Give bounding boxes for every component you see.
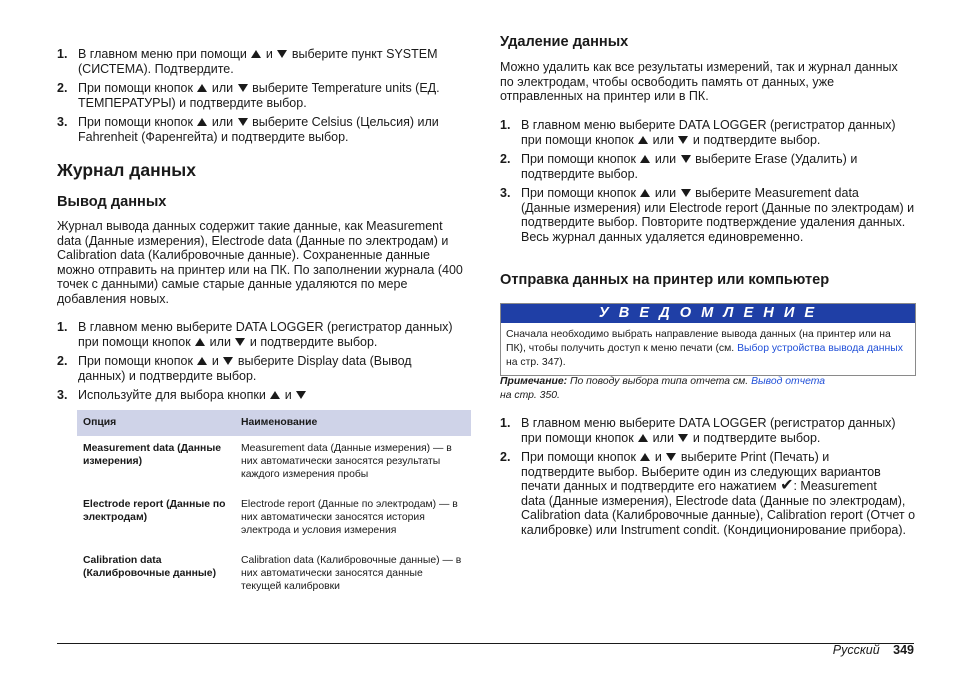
page-number: 349 (893, 643, 914, 657)
up-arrow-icon (197, 357, 207, 365)
list-item: 3. Используйте для выбора кнопки и (57, 388, 471, 403)
list-item: 3. При помощи кнопок или выберите Celsius (Цельсия) или Fahrenheit (Фаренгейта) и подтвердите выбор. (57, 114, 439, 144)
down-arrow-icon (235, 338, 245, 346)
table-row (77, 436, 471, 492)
list-item: 1. В главном меню выберите DATA LOGGER (регистратор данных) при помощи кнопок или и подтвердите выбор. (57, 320, 453, 349)
list-item: 1. В главном меню выберите DATA LOGGER (регистратор данных) при помощи кнопок или и подтвердите выбор. (500, 118, 896, 147)
output-steps (57, 320, 471, 407)
option-cell: Electrode report (Данные по электродам) (83, 499, 226, 523)
check-icon: ✔ (780, 477, 794, 495)
list-item: 1. В главном меню при помощи и выберите пункт SYSTEM (СИСТЕМА). Подтвердите. (57, 47, 438, 76)
column-header: Наименование (235, 410, 471, 436)
list-item: 2. При помощи кнопок и выберите Print (Печать) и подтвердите выбор. Выберите один из следующих вариантов печати данных и подтвердите его нажатием ✔: Measurement data (Данные измерения), Electrode data (Данные по электродам), Calibration data (Калибровочные данные), Calibration report (Отчет о калибровке) или Instrument condit. (Кондиционирование прибора). (500, 449, 916, 537)
footer-divider (57, 643, 914, 644)
description-cell: Calibration data (Калибровочные данные) — в них автоматически заносятся данные текущей калибровки (241, 555, 462, 592)
list-item: 2. При помощи кнопок или выберите Erase (Удалить) и подтвердите выбор. (500, 151, 858, 181)
up-arrow-icon (195, 338, 205, 346)
notice-box (500, 303, 916, 376)
up-arrow-icon (270, 391, 280, 399)
intro-paragraph: Журнал вывода данных содержит такие данные, как Measurement data (Данные измерения), Electrode data (Данные по электродам) и Calibration data (Калибровочные данные). Сохраненные данные можно отправить на принтер или на ПК. По заполнении журнала (400 точек с данными) самые старые данные удаляются по мере добавления новых. (57, 219, 463, 306)
page-footer (833, 643, 914, 657)
options-table (77, 410, 471, 604)
up-arrow-icon (197, 118, 207, 126)
down-arrow-icon (223, 357, 233, 365)
delete-steps (500, 118, 916, 249)
table-header-row (77, 410, 471, 436)
notice-title: У В Е Д О М Л Е Н И Е (501, 304, 915, 323)
list-item: 2. При помощи кнопок или выберите Temperature units (ЕД. ТЕМПЕРАТУРЫ) и подтвердите выбор. (57, 80, 440, 110)
send-title: Отправка данных на принтер или компьютер (500, 272, 830, 288)
column-header: Опция (77, 410, 235, 436)
option-cell: Measurement data (Данные измерения) (83, 443, 221, 467)
down-arrow-icon (681, 189, 691, 197)
table-row (77, 548, 471, 604)
list-item: 1. В главном меню выберите DATA LOGGER (регистратор данных) при помощи кнопок или и подтвердите выбор. (500, 416, 896, 445)
footer-language: Русский (832, 643, 880, 657)
notice-text: Сначала необходимо выбрать направление вывода данных (на принтер или на ПК), чтобы получить доступ к меню печати (см. Выбор устройства вывода данных на стр. 347). (506, 329, 903, 369)
down-arrow-icon (238, 118, 248, 126)
up-arrow-icon (640, 189, 650, 197)
output-device-link[interactable]: Выбор устройства вывода данных (737, 343, 903, 355)
down-arrow-icon (678, 434, 688, 442)
description-cell: Measurement data (Данные измерения) — в них автоматически заносятся результаты каждого измерения пробы (241, 443, 452, 480)
up-arrow-icon (197, 84, 207, 92)
down-arrow-icon (277, 50, 287, 58)
description-cell: Electrode report (Данные по электродам) — в них автоматически заносятся история электрода и условия измерения (241, 499, 458, 536)
up-arrow-icon (640, 155, 650, 163)
up-arrow-icon (640, 453, 650, 461)
up-arrow-icon (638, 434, 648, 442)
delete-title: Удаление данных (500, 34, 629, 50)
delete-paragraph: Можно удалить как все результаты измерений, так и журнал данных по электродам, чтобы освободить память от данных, уже отправленных на принтер или в ПК. (500, 60, 898, 104)
send-steps (500, 416, 916, 542)
down-arrow-icon (681, 155, 691, 163)
up-arrow-icon (638, 136, 648, 144)
up-arrow-icon (251, 50, 261, 58)
list-item: 2. При помощи кнопок и выберите Display data (Вывод данных) и подтвердите выбор. (57, 353, 412, 383)
down-arrow-icon (296, 391, 306, 399)
note: Примечание: По поводу выбора типа отчета см. Вывод отчета на стр. 350. (500, 376, 826, 402)
table-row (77, 492, 471, 548)
subsection-title: Вывод данных (57, 194, 167, 210)
section-title: Журнал данных (57, 160, 196, 180)
down-arrow-icon (678, 136, 688, 144)
report-output-link[interactable]: Вывод отчета (751, 376, 826, 387)
option-cell: Calibration data (Калибровочные данные) (83, 555, 217, 579)
down-arrow-icon (666, 453, 676, 461)
down-arrow-icon (238, 84, 248, 92)
system-steps (57, 47, 471, 149)
list-item: 3. При помощи кнопок или выберите Measurement data (Данные измерения) или Electrode report (Данные по электродам) и подтвердите выбор. Повторите подтверждение удаления данных. Весь журнал данных удаляется единовременно. (500, 185, 915, 244)
